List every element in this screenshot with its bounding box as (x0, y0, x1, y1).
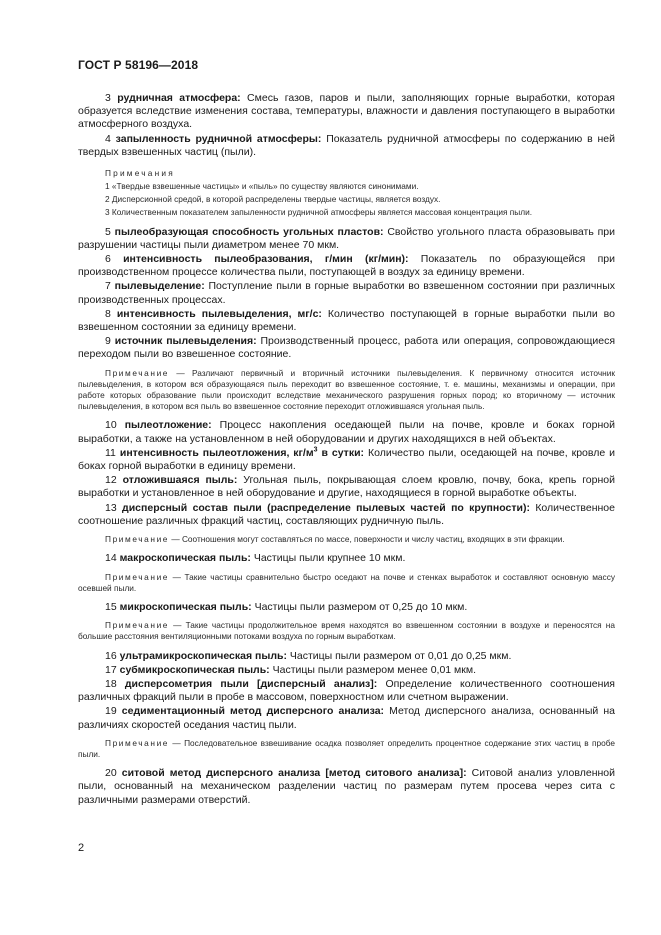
term-12: 12 отложившаяся пыль: Угольная пыль, покрывающая слоем кровлю, почву, бока, крепь горной выработки и установленное в ней оборудование и другие, находящиеся в горной выработке объекты. (78, 474, 615, 500)
term-16: 16 ультрамикроскопическая пыль: Частицы пыли размером от 0,01 до 0,25 мкм. (105, 649, 512, 662)
term-6: 6 интенсивность пылеобразования, г/мин (кг/мин): Показатель по образующейся при производственном процессе количества пыли, поступающей в воздух за единицу времени. (78, 253, 615, 279)
term-18: 18 дисперсометрия пыли [дисперсный анализ]: Определение количественного соотношения различных фракций пыли в пробе в массовом, поверхностном или счетном выражении. (78, 677, 615, 704)
term-8: 8 интенсивность пылевыделения, мг/с: Количество поступающей в горные выработки пыли во взвешенном состоянии за единицу времени. (78, 307, 615, 334)
term-20: 20 ситовой метод дисперсного анализа [метод ситового анализа]: Ситовой анализ уловленной пыли, основанный на механическом разделении частиц по размерам путем просева через сита с различными размерами отверстий. (78, 767, 615, 806)
term-19: 19 седиментационный метод дисперсного анализа: Метод дисперсного анализа, основанный на различиях скоростей оседания частиц пыли. (78, 705, 615, 731)
document-header: ГОСТ Р 58196—2018 (78, 58, 199, 72)
notes-title: Примечания (105, 168, 175, 179)
document-body (78, 92, 615, 808)
term-5: 5 пылеобразующая способность угольных пластов: Свойство угольного пласта образовывать при разрушении частицы пыли диаметром менее 70 мкм. (78, 225, 615, 251)
term-15: 15 микроскопическая пыль: Частицы пыли размером от 0,25 до 10 мкм. (105, 600, 468, 613)
note-19: Примечание — Последовательное взвешивание осадка позволяет определить процентное содержание этих частиц в пробе пыли. (78, 737, 615, 759)
note-4-1: 1 «Твердые взвешенные частицы» и «пыль» по существу являются синонимами. (105, 181, 419, 192)
note-13: Примечание — Соотношения могут составляться по массе, поверхности и числу частиц, входящих в эти фракции. (105, 534, 565, 545)
term-4: 4 запыленность рудничной атмосферы: Показатель рудничной атмосферы по содержанию в ней твердых взвешенных частиц (пыли). (78, 132, 615, 158)
term-10: 10 пылеотложение: Процесс накопления оседающей пыли на почве, кровле и боках горной выработки, а также на установленном в ней оборудовании и других находящихся в ней объектах. (78, 419, 615, 445)
term-3: 3 рудничная атмосфера: Смесь газов, паров и пыли, заполняющих горные выработки, которая образуется вследствие изменения состава, температуры, влажности и давления поступающего в выработки атмосферного воздуха. (78, 92, 615, 131)
note-4-2: 2 Дисперсионной средой, в которой распределены твердые частицы, является воздух. (105, 194, 441, 205)
note-15: Примечание — Такие частицы продолжительное время находятся во взвешенном состоянии в воздухе и переносятся на большие расстояния вентиляционными потоками воздуха по горным выработкам. (78, 620, 615, 642)
term-14: 14 макроскопическая пыль: Частицы пыли крупнее 10 мкм. (105, 552, 406, 565)
term-7: 7 пылевыделение: Поступление пыли в горные выработки во взвешенном состоянии при различных производственных процессах. (78, 280, 615, 306)
term-9: 9 источник пылевыделения: Производственный процесс, работа или операция, сопровождающиеся переходом пыли во взвешенное состояние. (78, 335, 616, 361)
term-13: 13 дисперсный состав пыли (распределение пылевых частей по крупности): Количественное соотношение различных фракций частиц, составляющих рудничную пыль. (78, 501, 615, 527)
page-number: 2 (78, 842, 85, 854)
note-14: Примечание — Такие частицы сравнительно быстро оседают на почве и стенках выработок и составляют основную массу осевшей пыли. (78, 571, 615, 593)
note-4-3: 3 Количественным показателем запыленности рудничной атмосферы является массовая концентрация пыли. (105, 207, 533, 218)
term-17: 17 субмикроскопическая пыль: Частицы пыли размером менее 0,01 мкм. (105, 663, 476, 676)
note-9: Примечание — Различают первичный и вторичный источники пылевыделения. К первичному относится источник пылевыделения, в котором вся образующаяся пыль переходит во взвешенное состояние, т. е. машины, механизмы и операции, при работе которых образование пыли происходит вследствие механического разрушения горных пород; ко вторичному — источник пылевыделения, в котором вся пыль во взвешенное состояние переходит отложившаяся угольная пыль. (78, 367, 615, 412)
term-11: 11 интенсивность пылеотложения, $кг/м^3$ в сутки: Количество пыли, оседающей на почве, кровле и боках горной выработки в единицу времени. (78, 446, 616, 473)
